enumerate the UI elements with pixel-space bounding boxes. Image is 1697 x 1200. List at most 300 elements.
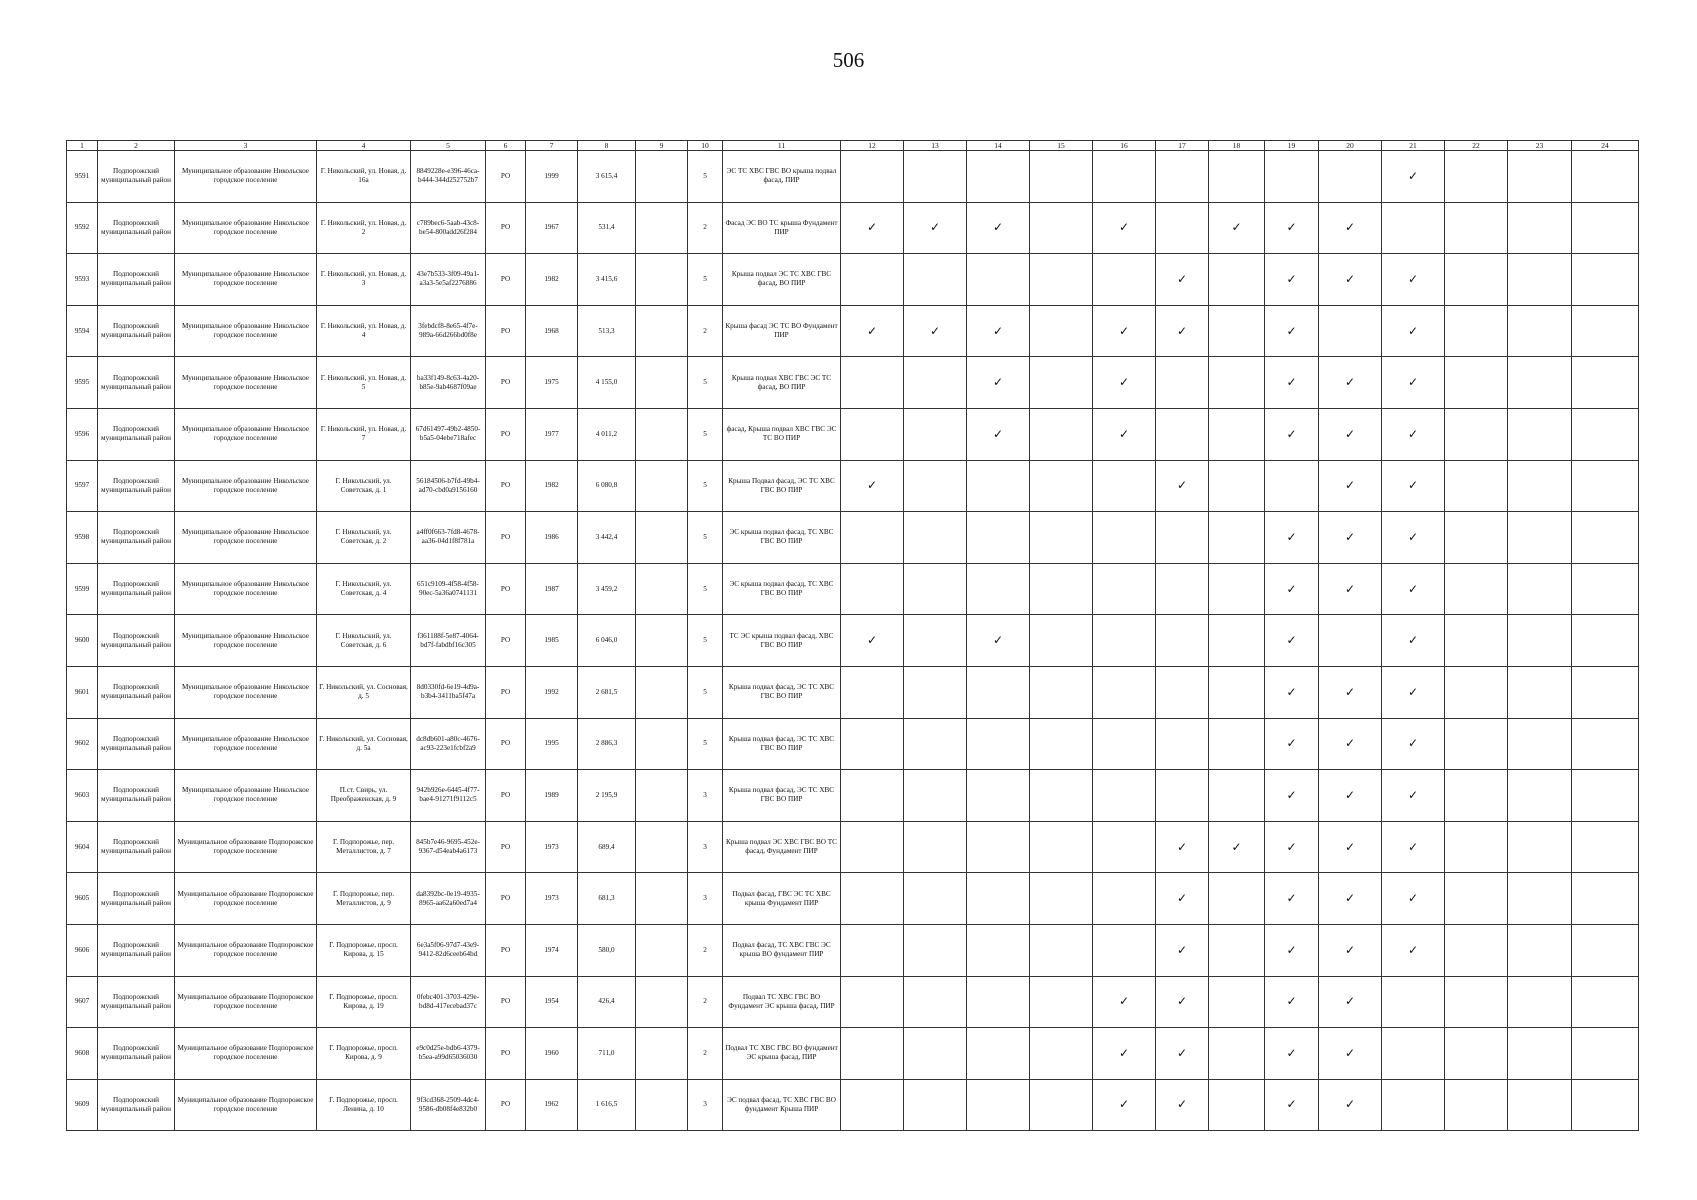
work-cell	[1030, 305, 1093, 357]
work-cell	[1209, 666, 1265, 718]
work-cell	[904, 460, 967, 512]
work-cell	[841, 924, 904, 976]
work-cell	[1093, 615, 1156, 667]
area-cell: 426,4	[578, 976, 636, 1028]
work-cell	[1093, 924, 1156, 976]
floors-cell: 2	[688, 1028, 723, 1080]
work-cell	[1209, 1028, 1265, 1080]
work-cell	[841, 563, 904, 615]
work-cell	[1445, 305, 1508, 357]
type-cell: РО	[486, 151, 526, 203]
work-cell	[1156, 151, 1209, 203]
check-mark-icon: ✓	[1319, 1028, 1382, 1080]
check-mark-icon: ✓	[1093, 1028, 1156, 1080]
check-mark-icon: ✓	[1265, 770, 1319, 822]
column-number: 1	[67, 141, 98, 151]
work-cell	[841, 1028, 904, 1080]
type-cell: РО	[486, 1028, 526, 1080]
floors-cell: 5	[688, 460, 723, 512]
area-cell: 531,4	[578, 202, 636, 254]
check-mark-icon: ✓	[1382, 718, 1445, 770]
district-cell: Подпорожский муниципальный район	[98, 1079, 175, 1131]
address-cell: Г. Никольский, ул. Советская, д. 2	[317, 512, 411, 564]
column-number: 13	[904, 141, 967, 151]
work-cell	[1209, 408, 1265, 460]
check-mark-icon: ✓	[1265, 305, 1319, 357]
municipality-cell: Муниципальное образование Подпорожское городское поселение	[175, 976, 317, 1028]
row-number-cell: 9593	[67, 254, 98, 306]
work-cell	[904, 666, 967, 718]
check-mark-icon: ✓	[1265, 202, 1319, 254]
check-mark-icon: ✓	[1382, 254, 1445, 306]
building-id-cell: da8392bc-0e19-4935-8965-aa62a60ed7a4	[411, 873, 486, 925]
work-cell	[1572, 1028, 1639, 1080]
work-cell	[1445, 666, 1508, 718]
work-cell	[1508, 615, 1572, 667]
column-number: 23	[1508, 141, 1572, 151]
work-cell	[841, 976, 904, 1028]
work-cell	[1445, 512, 1508, 564]
area-cell: 3 442,4	[578, 512, 636, 564]
table-row	[67, 976, 1639, 1028]
work-cell	[1508, 563, 1572, 615]
work-cell	[967, 1079, 1030, 1131]
area-cell: 2 681,5	[578, 666, 636, 718]
check-mark-icon: ✓	[1382, 615, 1445, 667]
year-cell: 1995	[526, 718, 578, 770]
type-cell: РО	[486, 718, 526, 770]
check-mark-icon: ✓	[1319, 254, 1382, 306]
row-number-cell: 9607	[67, 976, 98, 1028]
work-cell	[1319, 151, 1382, 203]
work-cell	[1093, 512, 1156, 564]
work-cell	[1319, 305, 1382, 357]
area-cell: 3 459,2	[578, 563, 636, 615]
check-mark-icon: ✓	[1319, 873, 1382, 925]
work-cell	[1445, 615, 1508, 667]
work-cell	[904, 563, 967, 615]
empty-cell	[636, 408, 688, 460]
type-cell: РО	[486, 976, 526, 1028]
check-mark-icon: ✓	[1156, 1079, 1209, 1131]
check-mark-icon: ✓	[1265, 563, 1319, 615]
check-mark-icon: ✓	[1319, 718, 1382, 770]
works-cell: Подвал ТС ХВС ГВС ВО Фундамент ЭС крыша фасад, ПИР	[723, 976, 841, 1028]
work-cell	[841, 357, 904, 409]
work-cell	[1209, 770, 1265, 822]
area-cell: 2 195,9	[578, 770, 636, 822]
row-number-cell: 9606	[67, 924, 98, 976]
work-cell	[1445, 976, 1508, 1028]
work-cell	[1382, 1028, 1445, 1080]
works-cell: Подвал фасад, ТС ХВС ГВС ЭС крыша ВО фундамент ПИР	[723, 924, 841, 976]
column-number: 11	[723, 141, 841, 151]
area-cell: 4 011,2	[578, 408, 636, 460]
works-cell: Фасад ЭС ВО ТС крыша Фундамент ПИР	[723, 202, 841, 254]
column-number: 16	[1093, 141, 1156, 151]
area-cell: 6 080,8	[578, 460, 636, 512]
work-cell	[967, 1028, 1030, 1080]
empty-cell	[636, 305, 688, 357]
work-cell	[1030, 873, 1093, 925]
municipality-cell: Муниципальное образование Никольское городское поселение	[175, 718, 317, 770]
building-id-cell: 6e3a5f06-97d7-43e9-9412-82d6ceeb64bd	[411, 924, 486, 976]
works-cell: Крыша подвал ЭС ХВС ГВС ВО ТС фасад, Фундамент ПИР	[723, 821, 841, 873]
year-cell: 1992	[526, 666, 578, 718]
area-cell: 711,0	[578, 1028, 636, 1080]
empty-cell	[636, 254, 688, 306]
type-cell: РО	[486, 563, 526, 615]
district-cell: Подпорожский муниципальный район	[98, 924, 175, 976]
building-id-cell: 9f3cd368-2509-4dc4-9586-db08f4e832b0	[411, 1079, 486, 1131]
work-cell	[841, 254, 904, 306]
table-row	[67, 615, 1639, 667]
check-mark-icon: ✓	[904, 202, 967, 254]
year-cell: 1974	[526, 924, 578, 976]
work-cell	[1508, 873, 1572, 925]
works-cell: Крыша подвал ЭС ТС ХВС ГВС фасад, ВО ПИР	[723, 254, 841, 306]
year-cell: 1985	[526, 615, 578, 667]
address-cell: Г. Подпорожье, просп. Кирова, д. 19	[317, 976, 411, 1028]
building-id-cell: c789bec6-5aab-43c8-be54-800add26f284	[411, 202, 486, 254]
floors-cell: 2	[688, 924, 723, 976]
column-number: 21	[1382, 141, 1445, 151]
municipality-cell: Муниципальное образование Никольское городское поселение	[175, 460, 317, 512]
area-cell: 689,4	[578, 821, 636, 873]
work-cell	[1209, 873, 1265, 925]
work-cell	[1508, 718, 1572, 770]
address-cell: Г. Никольский, ул. Сосновая, д. 5а	[317, 718, 411, 770]
works-cell: Крыша Подвал фасад, ЭС ТС ХВС ГВС ВО ПИР	[723, 460, 841, 512]
address-cell: П.ст. Свирь, ул. Преображенская, д. 9	[317, 770, 411, 822]
table-row	[67, 460, 1639, 512]
work-cell	[1093, 718, 1156, 770]
column-number: 20	[1319, 141, 1382, 151]
check-mark-icon: ✓	[1093, 976, 1156, 1028]
work-cell	[1209, 1079, 1265, 1131]
area-cell: 4 155,0	[578, 357, 636, 409]
work-cell	[1319, 615, 1382, 667]
empty-cell	[636, 873, 688, 925]
column-number: 9	[636, 141, 688, 151]
type-cell: РО	[486, 305, 526, 357]
column-number: 19	[1265, 141, 1319, 151]
check-mark-icon: ✓	[841, 202, 904, 254]
year-cell: 1968	[526, 305, 578, 357]
check-mark-icon: ✓	[1382, 563, 1445, 615]
work-cell	[1445, 151, 1508, 203]
address-cell: Г. Никольский, ул. Советская, д. 6	[317, 615, 411, 667]
works-cell: Подвал фасад, ГВС ЭС ТС ХВС крыша Фундамент ПИР	[723, 873, 841, 925]
building-id-cell: 56184506-b7fd-49b4-ad70-cbd0a9156160	[411, 460, 486, 512]
area-cell: 681,3	[578, 873, 636, 925]
work-cell	[1209, 460, 1265, 512]
work-cell	[1156, 563, 1209, 615]
work-cell	[1508, 1028, 1572, 1080]
works-cell: Крыша подвал фасад, ЭС ТС ХВС ГВС ВО ПИР	[723, 770, 841, 822]
work-cell	[1445, 1028, 1508, 1080]
work-cell	[904, 873, 967, 925]
check-mark-icon: ✓	[1093, 408, 1156, 460]
works-cell: Подвал ТС ХВС ГВС ВО фундамент ЭС крыша фасад, ПИР	[723, 1028, 841, 1080]
check-mark-icon: ✓	[1265, 718, 1319, 770]
work-cell	[1030, 202, 1093, 254]
work-cell	[904, 151, 967, 203]
work-cell	[1508, 976, 1572, 1028]
check-mark-icon: ✓	[967, 615, 1030, 667]
work-cell	[1093, 666, 1156, 718]
column-number: 15	[1030, 141, 1093, 151]
district-cell: Подпорожский муниципальный район	[98, 460, 175, 512]
empty-cell	[636, 666, 688, 718]
floors-cell: 3	[688, 1079, 723, 1131]
check-mark-icon: ✓	[1319, 460, 1382, 512]
municipality-cell: Муниципальное образование Никольское городское поселение	[175, 615, 317, 667]
empty-cell	[636, 202, 688, 254]
work-cell	[904, 615, 967, 667]
check-mark-icon: ✓	[1319, 976, 1382, 1028]
table-row	[67, 563, 1639, 615]
work-cell	[1382, 976, 1445, 1028]
check-mark-icon: ✓	[1382, 770, 1445, 822]
work-cell	[1445, 924, 1508, 976]
work-cell	[1209, 254, 1265, 306]
work-cell	[1508, 460, 1572, 512]
work-cell	[841, 151, 904, 203]
work-cell	[967, 976, 1030, 1028]
work-cell	[1572, 512, 1639, 564]
floors-cell: 2	[688, 305, 723, 357]
work-cell	[1030, 924, 1093, 976]
work-cell	[904, 254, 967, 306]
work-cell	[1572, 408, 1639, 460]
row-number-cell: 9595	[67, 357, 98, 409]
work-cell	[1572, 305, 1639, 357]
work-cell	[1030, 151, 1093, 203]
column-number: 24	[1572, 141, 1639, 151]
table-row	[67, 770, 1639, 822]
row-number-cell: 9597	[67, 460, 98, 512]
district-cell: Подпорожский муниципальный район	[98, 1028, 175, 1080]
row-number-cell: 9602	[67, 718, 98, 770]
check-mark-icon: ✓	[1093, 1079, 1156, 1131]
row-number-cell: 9603	[67, 770, 98, 822]
building-id-cell: f361188f-5e87-4064-bd7f-fabdbf16c305	[411, 615, 486, 667]
empty-cell	[636, 357, 688, 409]
check-mark-icon: ✓	[1319, 202, 1382, 254]
work-cell	[1572, 1079, 1639, 1131]
year-cell: 1975	[526, 357, 578, 409]
address-cell: Г. Никольский, ул. Советская, д. 1	[317, 460, 411, 512]
check-mark-icon: ✓	[904, 305, 967, 357]
check-mark-icon: ✓	[1156, 924, 1209, 976]
work-cell	[841, 821, 904, 873]
check-mark-icon: ✓	[1265, 254, 1319, 306]
work-cell	[1572, 770, 1639, 822]
area-cell: 513,3	[578, 305, 636, 357]
address-cell: Г. Подпорожье, пер. Металлистов, д. 7	[317, 821, 411, 873]
work-cell	[841, 512, 904, 564]
work-cell	[967, 770, 1030, 822]
municipality-cell: Муниципальное образование Подпорожское городское поселение	[175, 821, 317, 873]
check-mark-icon: ✓	[1319, 1079, 1382, 1131]
floors-cell: 5	[688, 512, 723, 564]
address-cell: Г. Подпорожье, просп. Кирова, д. 9	[317, 1028, 411, 1080]
type-cell: РО	[486, 460, 526, 512]
type-cell: РО	[486, 924, 526, 976]
year-cell: 1987	[526, 563, 578, 615]
building-id-cell: dc8db601-a80c-4676-ac93-223e1fcbf2a9	[411, 718, 486, 770]
floors-cell: 2	[688, 976, 723, 1028]
address-cell: Г. Никольский, ул. Сосновая, д. 5	[317, 666, 411, 718]
work-cell	[1156, 357, 1209, 409]
column-number: 3	[175, 141, 317, 151]
check-mark-icon: ✓	[1382, 666, 1445, 718]
work-cell	[1030, 615, 1093, 667]
work-cell	[1572, 666, 1639, 718]
check-mark-icon: ✓	[1093, 202, 1156, 254]
empty-cell	[636, 615, 688, 667]
work-cell	[1445, 821, 1508, 873]
type-cell: РО	[486, 1079, 526, 1131]
empty-cell	[636, 460, 688, 512]
check-mark-icon: ✓	[967, 202, 1030, 254]
check-mark-icon: ✓	[1156, 305, 1209, 357]
row-number-cell: 9594	[67, 305, 98, 357]
floors-cell: 3	[688, 770, 723, 822]
column-number: 8	[578, 141, 636, 151]
work-cell	[1030, 976, 1093, 1028]
address-cell: Г. Никольский, ул. Новая, д. 7	[317, 408, 411, 460]
work-cell	[1572, 718, 1639, 770]
district-cell: Подпорожский муниципальный район	[98, 718, 175, 770]
work-cell	[904, 718, 967, 770]
district-cell: Подпорожский муниципальный район	[98, 976, 175, 1028]
year-cell: 1989	[526, 770, 578, 822]
building-id-cell: e9c0d25e-bdb6-4379-b5ea-a99d65036030	[411, 1028, 486, 1080]
work-cell	[904, 924, 967, 976]
empty-cell	[636, 1028, 688, 1080]
municipality-cell: Муниципальное образование Никольское городское поселение	[175, 202, 317, 254]
work-cell	[1572, 976, 1639, 1028]
table-row	[67, 202, 1639, 254]
work-cell	[904, 408, 967, 460]
check-mark-icon: ✓	[1156, 254, 1209, 306]
column-number: 5	[411, 141, 486, 151]
work-cell	[1030, 357, 1093, 409]
check-mark-icon: ✓	[1265, 873, 1319, 925]
year-cell: 1999	[526, 151, 578, 203]
row-number-cell: 9604	[67, 821, 98, 873]
table-row	[67, 254, 1639, 306]
work-cell	[841, 718, 904, 770]
empty-cell	[636, 770, 688, 822]
work-cell	[904, 976, 967, 1028]
check-mark-icon: ✓	[967, 408, 1030, 460]
floors-cell: 5	[688, 254, 723, 306]
table-row	[67, 821, 1639, 873]
check-mark-icon: ✓	[1093, 357, 1156, 409]
work-cell	[1508, 1079, 1572, 1131]
empty-cell	[636, 1079, 688, 1131]
check-mark-icon: ✓	[1156, 460, 1209, 512]
floors-cell: 2	[688, 202, 723, 254]
address-cell: Г. Никольский, ул. Новая, д. 5	[317, 357, 411, 409]
year-cell: 1967	[526, 202, 578, 254]
table-row	[67, 357, 1639, 409]
address-cell: Г. Подпорожье, просп. Ленина, д. 10	[317, 1079, 411, 1131]
work-cell	[904, 512, 967, 564]
address-cell: Г. Подпорожье, пер. Металлистов, д. 9	[317, 873, 411, 925]
address-cell: Г. Никольский, ул. Новая, д. 3	[317, 254, 411, 306]
address-cell: Г. Никольский, ул. Новая, д. 2	[317, 202, 411, 254]
work-cell	[967, 151, 1030, 203]
check-mark-icon: ✓	[1382, 357, 1445, 409]
work-cell	[1030, 770, 1093, 822]
building-id-cell: 651c9109-4f58-4f58-90ec-5a36a0741131	[411, 563, 486, 615]
floors-cell: 5	[688, 718, 723, 770]
page-number: 506	[832, 48, 865, 72]
work-cell	[1382, 1079, 1445, 1131]
work-cell	[967, 821, 1030, 873]
area-cell: 1 616,5	[578, 1079, 636, 1131]
check-mark-icon: ✓	[1319, 408, 1382, 460]
building-id-cell: 0febc401-3703-429e-bd8d-417ecebad37c	[411, 976, 486, 1028]
work-cell	[1572, 202, 1639, 254]
municipality-cell: Муниципальное образование Подпорожское городское поселение	[175, 1079, 317, 1131]
column-number: 18	[1209, 141, 1265, 151]
table-row	[67, 305, 1639, 357]
work-cell	[1445, 718, 1508, 770]
work-cell	[841, 1079, 904, 1131]
check-mark-icon: ✓	[1319, 512, 1382, 564]
area-cell: 580,0	[578, 924, 636, 976]
work-cell	[1156, 202, 1209, 254]
check-mark-icon: ✓	[1093, 305, 1156, 357]
work-cell	[967, 666, 1030, 718]
table-row	[67, 666, 1639, 718]
building-id-cell: ba33f149-8c63-4a20-b85e-9ab4687f09ae	[411, 357, 486, 409]
municipality-cell: Муниципальное образование Никольское городское поселение	[175, 666, 317, 718]
building-id-cell: 67d61497-49b2-4850-b5a5-04ebe718afec	[411, 408, 486, 460]
work-cell	[1209, 151, 1265, 203]
work-cell	[1030, 512, 1093, 564]
check-mark-icon: ✓	[967, 357, 1030, 409]
work-cell	[1093, 873, 1156, 925]
municipality-cell: Муниципальное образование Никольское городское поселение	[175, 770, 317, 822]
column-number: 6	[486, 141, 526, 151]
work-cell	[841, 770, 904, 822]
check-mark-icon: ✓	[1382, 460, 1445, 512]
work-cell	[1508, 924, 1572, 976]
work-cell	[1209, 924, 1265, 976]
check-mark-icon: ✓	[1319, 563, 1382, 615]
type-cell: РО	[486, 512, 526, 564]
work-cell	[1030, 408, 1093, 460]
floors-cell: 5	[688, 666, 723, 718]
work-cell	[1445, 460, 1508, 512]
works-cell: ЭС крыша подвал фасад, ТС ХВС ГВС ВО ПИР	[723, 512, 841, 564]
district-cell: Подпорожский муниципальный район	[98, 202, 175, 254]
row-number-cell: 9591	[67, 151, 98, 203]
work-cell	[1030, 563, 1093, 615]
type-cell: РО	[486, 615, 526, 667]
work-cell	[1508, 512, 1572, 564]
row-number-cell: 9599	[67, 563, 98, 615]
area-cell: 3 615,4	[578, 151, 636, 203]
work-cell	[1093, 151, 1156, 203]
building-id-cell: 845b7e46-9695-452e-9367-d54eab4a6173	[411, 821, 486, 873]
